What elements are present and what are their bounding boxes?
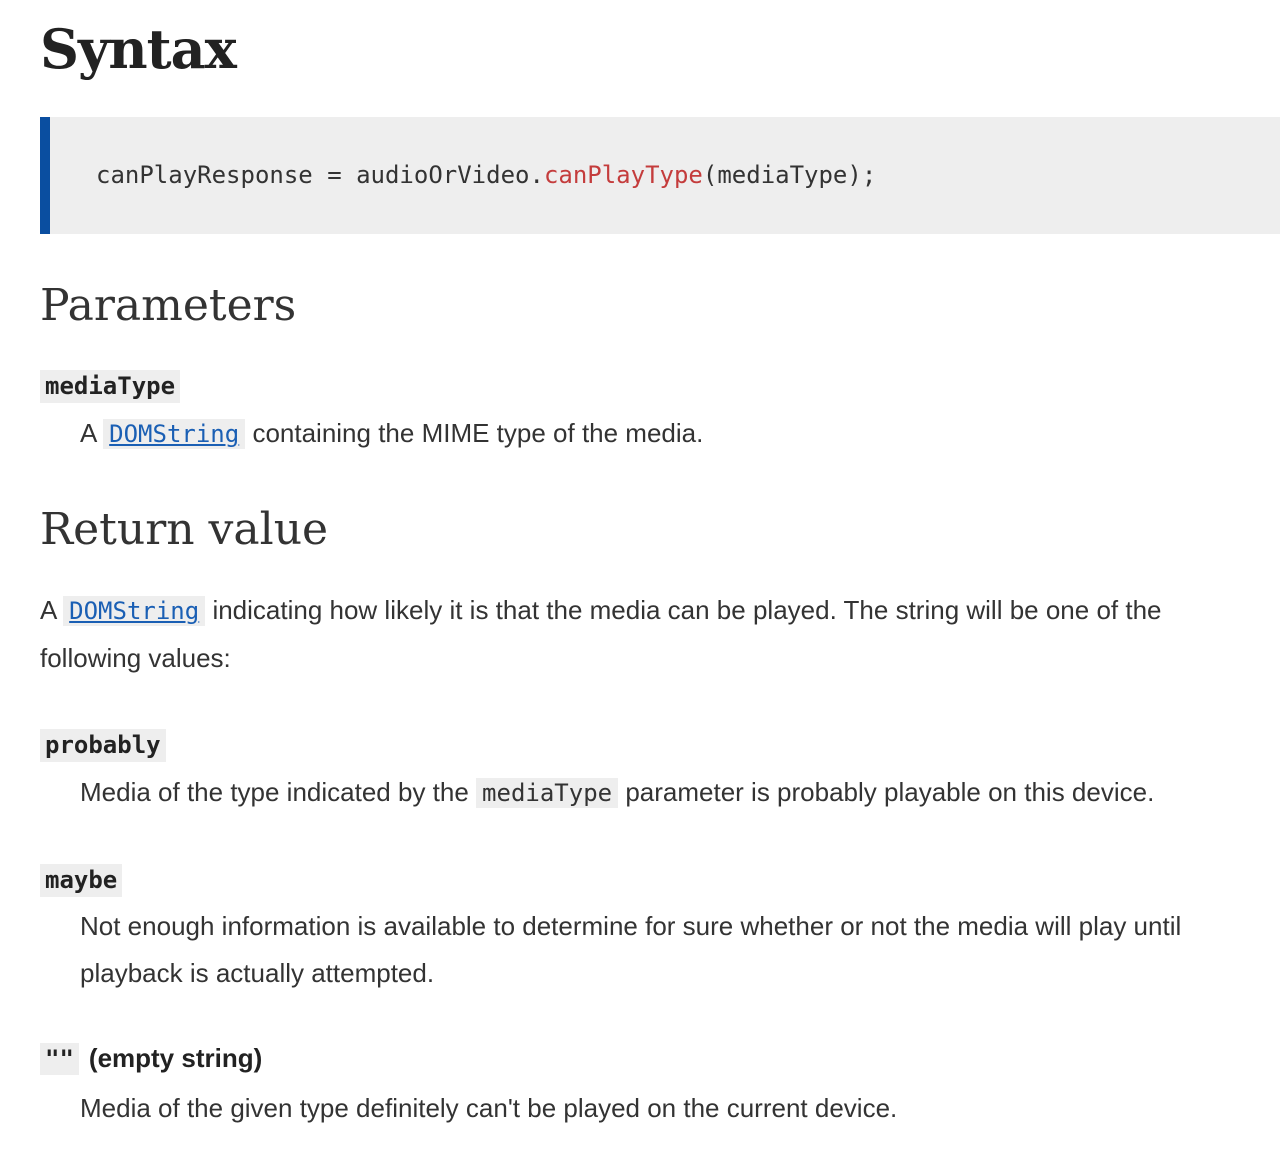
param-desc-mediatype	[80, 410, 1260, 458]
domstring-link[interactable]: DOMString	[103, 419, 245, 449]
mediatype-inline-code: mediaType	[476, 778, 618, 808]
value-term-empty-string	[40, 1043, 262, 1074]
value-desc-empty-string: Media of the given type definitely can't be played on the current device.	[80, 1093, 898, 1123]
param-desc-prefix: A	[80, 418, 96, 448]
code-lhs: canPlayResponse = audioOrVideo.	[96, 161, 544, 189]
param-desc-suffix: containing the MIME type of the media.	[252, 418, 704, 448]
value-term-maybe: maybe	[40, 864, 122, 897]
return-value-intro	[40, 587, 1230, 682]
empty-string-code: ""	[40, 1043, 79, 1075]
value-desc-maybe: Not enough information is available to determine for sure whether or not the media will play until playback is actually attempted.	[80, 911, 1182, 988]
code-method: canPlayType	[543, 161, 703, 189]
param-term-mediatype: mediaType	[40, 370, 180, 403]
return-intro-suffix: indicating how likely it is that the media can be played. The string will be one of the following values:	[40, 595, 1162, 673]
value-desc-probably	[80, 769, 1260, 817]
syntax-heading: Syntax	[40, 17, 236, 81]
value-term-probably: probably	[40, 729, 166, 762]
return-value-heading: Return value	[40, 504, 329, 555]
probably-desc-prefix: Media of the type indicated by the	[80, 777, 469, 807]
empty-string-note: (empty string)	[88, 1043, 263, 1073]
syntax-code-block	[40, 117, 1280, 234]
return-intro-prefix: A	[40, 595, 56, 625]
probably-desc-suffix: parameter is probably playable on this device.	[625, 777, 1155, 807]
syntax-code	[96, 161, 876, 190]
parameters-heading: Parameters	[40, 280, 297, 331]
code-rest: (mediaType);	[702, 161, 877, 189]
domstring-link[interactable]: DOMString	[63, 596, 205, 626]
